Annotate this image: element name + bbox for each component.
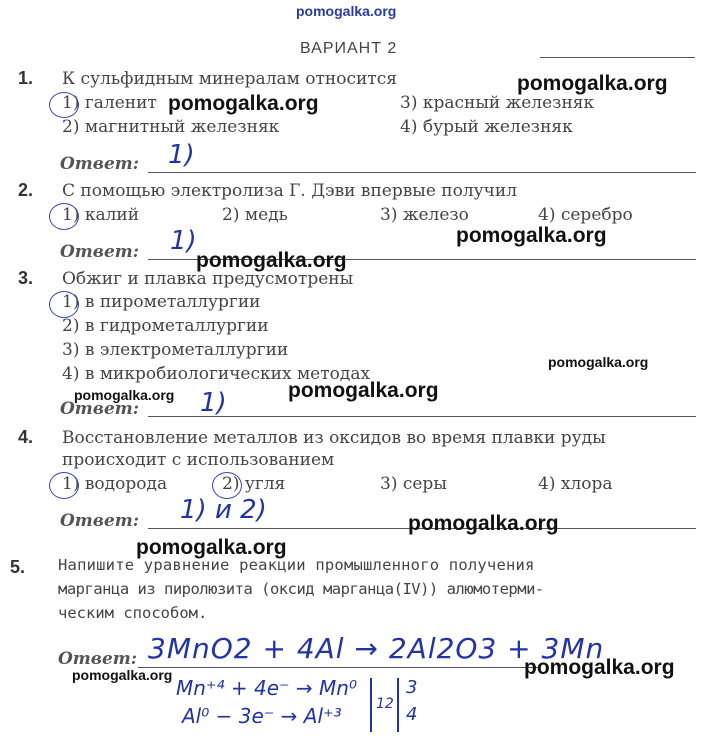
q5-handwritten-coef-2: 4 — [406, 704, 418, 725]
q3-selection-circle — [49, 291, 79, 318]
q1-option-2: 2) магнитный железняк — [62, 117, 280, 137]
q5-balance-divider-1 — [370, 678, 372, 732]
q5-handwritten-lcm: 12 — [376, 696, 394, 712]
q3-option-1: 1) в пирометаллургии — [62, 292, 261, 312]
question-5-text-line-2: марганца из пиролюзита (оксид марганца(IV)) алюмотерми- — [58, 580, 544, 598]
q5-handwritten-balance-2: Al⁰ − 3e⁻ → Al⁺³ — [182, 704, 342, 728]
q4-option-4: 4) хлора — [538, 474, 613, 494]
q1-answer-line — [148, 172, 696, 173]
q1-selection-circle — [49, 92, 79, 118]
q5-handwritten-equation: 3MnO2 + 4Al → 2Al2O3 + 3Mn — [148, 632, 605, 665]
question-5-number: 5. — [10, 557, 26, 577]
question-5-text-line-3: ческим способом. — [58, 604, 208, 622]
q4-option-2: 2) угля — [222, 474, 286, 494]
q3-handwritten-answer: 1) — [200, 388, 227, 418]
question-1-text: К сульфидным минералам относится — [62, 69, 397, 89]
question-2-number: 2. — [18, 180, 34, 200]
q4-handwritten-answer: 1) и 2) — [180, 495, 267, 525]
watermark-10: pomogalka.org — [524, 656, 675, 679]
q1-handwritten-answer: 1) — [168, 140, 195, 170]
q4-option-1: 1) водорода — [62, 474, 168, 494]
q4-answer-label: Ответ: — [60, 511, 140, 531]
q3-option-3: 3) в электрометаллургии — [62, 340, 289, 360]
q1-option-1: 1) галенит — [62, 93, 157, 113]
q2-answer-label: Ответ: — [60, 242, 140, 262]
question-4-number: 4. — [18, 427, 34, 447]
q1-option-3: 3) красный железняк — [400, 93, 595, 113]
q3-answer-line — [148, 416, 696, 417]
q5-handwritten-balance-1: Mn⁺⁴ + 4e⁻ → Mn⁰ — [176, 676, 357, 700]
q2-selection-circle — [49, 203, 79, 230]
header-underline — [540, 57, 695, 58]
q2-option-4: 4) серебро — [538, 205, 633, 225]
q5-balance-divider-2 — [397, 678, 399, 732]
watermark-3: pomogalka.org — [456, 224, 607, 247]
question-1-number: 1. — [18, 68, 34, 88]
q4-option-3: 3) серы — [380, 474, 447, 494]
watermark-5: pomogalka.org — [548, 354, 649, 370]
q1-answer-label: Ответ: — [60, 154, 140, 174]
q3-option-4: 4) в микробиологических методах — [62, 364, 371, 384]
question-4-text-line-1: Восстановление металлов из оксидов во время плавки руды — [62, 428, 606, 448]
watermark-top: pomogalka.org — [296, 3, 397, 19]
q2-option-2: 2) медь — [222, 205, 288, 225]
q5-handwritten-coef-1: 3 — [406, 677, 418, 698]
question-3-number: 3. — [18, 268, 34, 288]
q5-answer-label: Ответ: — [58, 649, 138, 669]
q2-option-1: 1) калий — [62, 205, 140, 225]
watermark-1: pomogalka.org — [517, 72, 668, 95]
watermark-7: pomogalka.org — [74, 387, 175, 403]
question-4-text-line-2: происходит с использованием — [62, 450, 335, 470]
watermark-8: pomogalka.org — [408, 512, 559, 535]
q3-option-2: 2) в гидрометаллургии — [62, 316, 269, 336]
watermark-2: pomogalka.org — [168, 92, 319, 115]
variant-title: ВАРИАНТ 2 — [300, 40, 398, 57]
q1-option-4: 4) бурый железняк — [400, 117, 573, 137]
watermark-9: pomogalka.org — [136, 536, 287, 559]
question-2-text: С помощью электролиза Г. Дэви впервые получил — [62, 181, 518, 201]
question-3-text: Обжиг и плавка предусмотрены — [62, 269, 354, 289]
watermark-11: pomogalka.org — [72, 667, 173, 683]
q2-option-3: 3) железо — [380, 205, 469, 225]
watermark-4: pomogalka.org — [196, 249, 347, 272]
q2-handwritten-answer: 1) — [170, 226, 197, 256]
q3-answer-label: Ответ: — [60, 399, 140, 419]
q4-selection-circle-1 — [49, 472, 79, 499]
question-5-text-line-1: Напишите уравнение реакции промышленного получения — [58, 556, 535, 574]
q5-answer-line — [138, 667, 538, 668]
watermark-6: pomogalka.org — [288, 379, 439, 402]
